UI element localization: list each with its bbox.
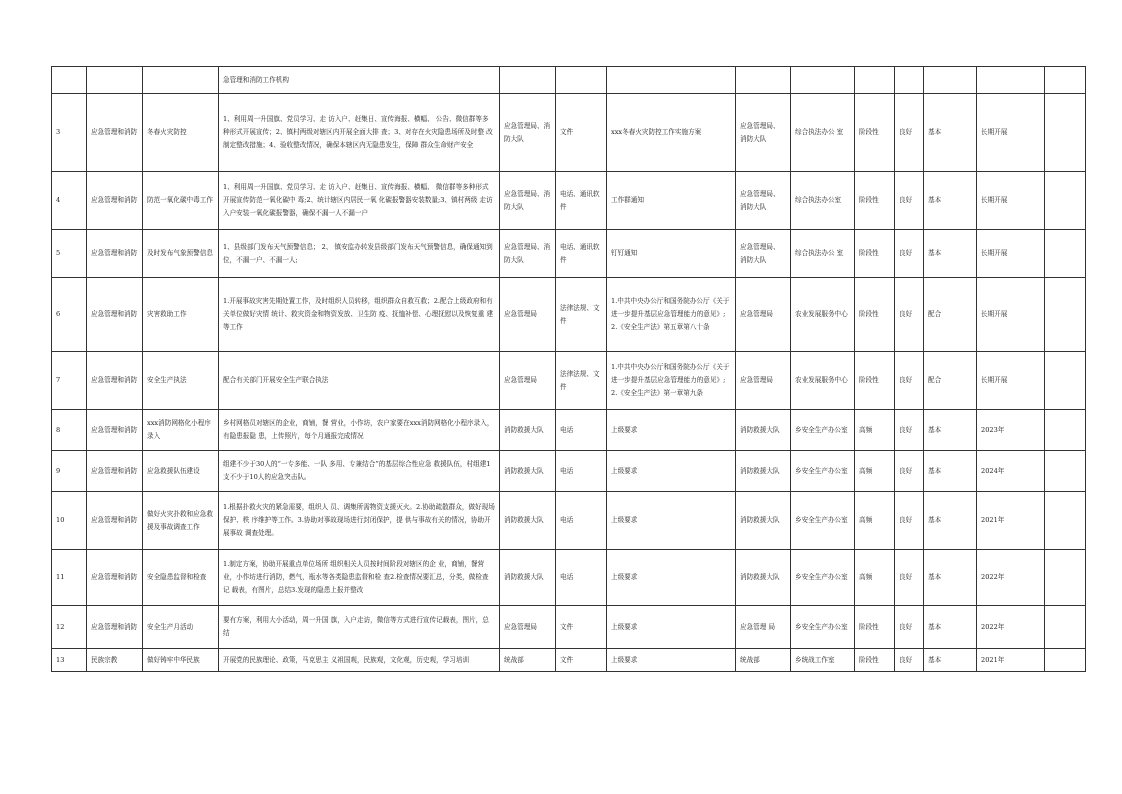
cell-deadline — [977, 67, 1045, 94]
cell-no: 4 — [52, 172, 87, 230]
cell-deadline: 2021年 — [977, 649, 1045, 672]
cell-unit: 消防救援大队 — [736, 410, 791, 451]
table-row — [52, 410, 1086, 451]
cell-unit: 消防救援大队 — [736, 492, 791, 550]
cell-status: 良好 — [895, 230, 924, 278]
cell-level: 配合 — [924, 278, 977, 352]
cell-basis: 上级要求 — [607, 451, 736, 492]
cell-field: 应急管理和消防 — [87, 172, 143, 230]
cell-type — [556, 67, 607, 94]
cell-no: 11 — [52, 550, 87, 606]
cell-content: 1、利用周一升国旗、党员学习、走 访入户、赶集日、宣传海报、横幅、 公告、微信群等多种形式开展宣传；2、镇村两级对辖区内开展全面大排 查；3、对存在火灾隐患场所及时整 改制定整改措施；4、验收整改情况，确保本辖区内无隐患发生，保障 群众生命财产安全 — [219, 94, 500, 172]
cell-note — [1045, 94, 1086, 172]
cell-item: 安全隐患监督和检查 — [143, 550, 219, 606]
cell-note — [1045, 172, 1086, 230]
cell-freq: 阶段性 — [855, 649, 895, 672]
cell-status: 良好 — [895, 451, 924, 492]
cell-item: 做好火灾扑救和应急救援及事故调查工作 — [143, 492, 219, 550]
cell-field: 应急管理和消防 — [87, 410, 143, 451]
cell-no: 7 — [52, 352, 87, 410]
cell-dept: 应急管理局、消防大队 — [500, 230, 556, 278]
cell-status: 良好 — [895, 352, 924, 410]
cell-level: 基本 — [924, 172, 977, 230]
cell-type: 文件 — [556, 94, 607, 172]
table-body — [52, 67, 1086, 672]
cell-deadline: 2023年 — [977, 410, 1045, 451]
cell-note — [1045, 606, 1086, 649]
cell-basis: 钉钉通知 — [607, 230, 736, 278]
cell-level — [924, 67, 977, 94]
cell-office: 乡安全生产办公室 — [791, 410, 855, 451]
cell-office: 乡安全生产办公室 — [791, 492, 855, 550]
cell-field: 应急管理和消防 — [87, 451, 143, 492]
cell-freq: 阶段性 — [855, 352, 895, 410]
cell-freq: 阶段性 — [855, 94, 895, 172]
cell-deadline: 长期开展 — [977, 278, 1045, 352]
cell-deadline: 2024年 — [977, 451, 1045, 492]
cell-content: 组建不少于30人的“一专多能、一队 多用、专兼结合”的基层综合性应急 救援队伍，村组建1支不少于10人的应急突击队。 — [219, 451, 500, 492]
cell-dept: 应急管理局 — [500, 352, 556, 410]
task-list-table — [51, 66, 1086, 672]
cell-item: 及时发布气象预警信息 — [143, 230, 219, 278]
cell-content: 1.开展事故灾害先期处置工作，及时组织人员转移，组织群众自救互救；2.配合上级政府和有关单位做好灾情 统计、救灾资金和物资发放、卫生防 疫、抚恤补偿、心理抚慰以及恢复重 建等工作 — [219, 278, 500, 352]
cell-office: 乡安全生产办公室 — [791, 451, 855, 492]
cell-field: 应急管理和消防 — [87, 606, 143, 649]
cell-type: 法律法规、文件 — [556, 278, 607, 352]
table-row — [52, 606, 1086, 649]
cell-freq: 高频 — [855, 492, 895, 550]
cell-field — [87, 67, 143, 94]
cell-field: 应急管理和消防 — [87, 278, 143, 352]
cell-unit: 消防救援大队 — [736, 451, 791, 492]
cell-office: 乡安全生产办公室 — [791, 550, 855, 606]
cell-unit: 统战部 — [736, 649, 791, 672]
cell-office: 综合执法办公室 — [791, 172, 855, 230]
cell-note — [1045, 352, 1086, 410]
cell-no: 6 — [52, 278, 87, 352]
cell-content: 开展党的民族理论、政策，马克思主 义祖国观，民族观，文化观，历史观，学习培训 — [219, 649, 500, 672]
cell-type: 法律法规、文件 — [556, 352, 607, 410]
cell-status: 良好 — [895, 550, 924, 606]
cell-type: 电话 — [556, 550, 607, 606]
cell-office: 乡统战工作室 — [791, 649, 855, 672]
cell-level: 配合 — [924, 352, 977, 410]
cell-note — [1045, 410, 1086, 451]
cell-deadline: 长期开展 — [977, 352, 1045, 410]
cell-unit — [736, 67, 791, 94]
cell-basis: 上级要求 — [607, 492, 736, 550]
cell-status: 良好 — [895, 606, 924, 649]
cell-status: 良好 — [895, 492, 924, 550]
cell-unit: 应急管理局、消防大队 — [736, 94, 791, 172]
cell-dept: 消防救援大队 — [500, 451, 556, 492]
cell-basis: 1.中共中央办公厅和国务院办公厅《关于进一步提升基层应急管理能力的意见》;2.《安全生产法》第五章第八十条 — [607, 278, 736, 352]
cell-office: 综合执法办公 室 — [791, 94, 855, 172]
cell-level: 基本 — [924, 606, 977, 649]
cell-content: 急管理和消防工作机构 — [219, 67, 500, 94]
cell-dept: 消防救援大队 — [500, 410, 556, 451]
cell-basis: 上级要求 — [607, 606, 736, 649]
table-row — [52, 451, 1086, 492]
cell-item: 做好铸牢中华民族 — [143, 649, 219, 672]
cell-note — [1045, 451, 1086, 492]
cell-type: 文件 — [556, 649, 607, 672]
table-row — [52, 492, 1086, 550]
cell-content: 1、利用周一升国旗、党员学习、走 访入户、赶集日、宣传海报、横幅、 微信群等多种形式开展宣传防范一氧化碳中 毒;2、统计辖区内居民一氧 化碳报警器安装数量;3、镇村两级 走访入户安装一氧化碳报警器，确保不漏一人不漏一户 — [219, 172, 500, 230]
cell-unit: 应急管理局、消防大队 — [736, 230, 791, 278]
cell-item: 应急救援队伍建设 — [143, 451, 219, 492]
cell-type: 电话、通讯软件 — [556, 230, 607, 278]
cell-status: 良好 — [895, 278, 924, 352]
cell-no — [52, 67, 87, 94]
cell-no: 8 — [52, 410, 87, 451]
cell-basis: 工作群通知 — [607, 172, 736, 230]
table-row — [52, 352, 1086, 410]
cell-note — [1045, 550, 1086, 606]
table-row — [52, 172, 1086, 230]
cell-item: 安全生产月活动 — [143, 606, 219, 649]
cell-level: 基本 — [924, 94, 977, 172]
cell-unit: 应急管理局 — [736, 352, 791, 410]
cell-item: 灾害救助工作 — [143, 278, 219, 352]
cell-level: 基本 — [924, 550, 977, 606]
table-row — [52, 94, 1086, 172]
cell-content: 乡村网格员对辖区的企业，商铺，餐 营业，小作坊，农户家要在xxx消防网格化小程序录入， 有隐患报隐 患，上传照片，每个月通报完成情况 — [219, 410, 500, 451]
cell-status: 良好 — [895, 410, 924, 451]
cell-freq: 阶段性 — [855, 230, 895, 278]
cell-freq: 阶段性 — [855, 606, 895, 649]
cell-note — [1045, 230, 1086, 278]
cell-freq: 高频 — [855, 451, 895, 492]
cell-content: 配合有关部门开展安全生产联合执法 — [219, 352, 500, 410]
cell-content: 1、县级部门发布天气预警信息； 2、 镇安监办转发县级部门发布天气预警信息，确保通知到位，不漏一户、不漏一人; — [219, 230, 500, 278]
cell-freq: 高频 — [855, 550, 895, 606]
cell-field: 应急管理和消防 — [87, 550, 143, 606]
cell-item: 安全生产执法 — [143, 352, 219, 410]
cell-deadline: 长期开展 — [977, 94, 1045, 172]
cell-status: 良好 — [895, 172, 924, 230]
cell-no: 12 — [52, 606, 87, 649]
cell-freq: 阶段性 — [855, 278, 895, 352]
cell-deadline: 长期开展 — [977, 172, 1045, 230]
cell-field: 应急管理和消防 — [87, 492, 143, 550]
cell-dept: 统战部 — [500, 649, 556, 672]
cell-basis: xxx冬春火灾防控工作实施方案 — [607, 94, 736, 172]
cell-field: 应急管理和消防 — [87, 94, 143, 172]
cell-freq: 阶段性 — [855, 172, 895, 230]
cell-freq — [855, 67, 895, 94]
cell-dept: 消防救援大队 — [500, 550, 556, 606]
cell-dept: 应急管理局、消防大队 — [500, 94, 556, 172]
cell-type: 文件 — [556, 606, 607, 649]
cell-deadline: 长期开展 — [977, 230, 1045, 278]
cell-type: 电话 — [556, 451, 607, 492]
cell-level: 基本 — [924, 410, 977, 451]
cell-note — [1045, 492, 1086, 550]
cell-type: 电话 — [556, 492, 607, 550]
cell-note — [1045, 67, 1086, 94]
cell-note — [1045, 278, 1086, 352]
cell-dept: 消防救援大队 — [500, 492, 556, 550]
cell-item: 冬春火灾防控 — [143, 94, 219, 172]
cell-type: 电话 — [556, 410, 607, 451]
cell-status — [895, 67, 924, 94]
cell-field: 应急管理和消防 — [87, 230, 143, 278]
cell-field: 应急管理和消防 — [87, 352, 143, 410]
cell-office: 农业发展服务中心 — [791, 278, 855, 352]
cell-office: 综合执法办公 室 — [791, 230, 855, 278]
cell-deadline: 2022年 — [977, 606, 1045, 649]
cell-basis: 1.中共中央办公厅和国务院办公厅《关于进一步提升基层应急管理能力的意见》;2.《安全生产法》第一章第九条 — [607, 352, 736, 410]
cell-unit: 应急管理局、消防大队 — [736, 172, 791, 230]
cell-item: 防范一氧化碳中毒工作 — [143, 172, 219, 230]
cell-basis — [607, 67, 736, 94]
cell-basis: 上级要求 — [607, 410, 736, 451]
cell-unit: 消防救援大队 — [736, 550, 791, 606]
cell-basis: 上级要求 — [607, 550, 736, 606]
cell-level: 基本 — [924, 492, 977, 550]
cell-no: 5 — [52, 230, 87, 278]
cell-dept: 应急管理局、消防大队 — [500, 172, 556, 230]
cell-unit: 应急管理局 — [736, 278, 791, 352]
cell-unit: 应急管理 局 — [736, 606, 791, 649]
cell-basis: 上级要求 — [607, 649, 736, 672]
cell-no: 10 — [52, 492, 87, 550]
cell-item — [143, 67, 219, 94]
cell-level: 基本 — [924, 649, 977, 672]
table-row — [52, 230, 1086, 278]
cell-level: 基本 — [924, 230, 977, 278]
cell-note — [1045, 649, 1086, 672]
cell-deadline: 2021年 — [977, 492, 1045, 550]
cell-office: 农业发展服务中心 — [791, 352, 855, 410]
table-row — [52, 550, 1086, 606]
table-row — [52, 278, 1086, 352]
table-row — [52, 649, 1086, 672]
table-row — [52, 67, 1086, 94]
cell-content: 1.制定方案，协助开展重点单位场所 组织相关人员按时间阶段对辖区的企 业，商铺，餐营业，小作坊进行消防，燃气，瓶水等各类隐患监督和检 查2.检查情况要汇总，分类，做检查记 载表，有图片，总结3.发现的隐患上报并整改 — [219, 550, 500, 606]
cell-office: 乡安全生产办公室 — [791, 606, 855, 649]
cell-item: xxx消防网格化小程序录入 — [143, 410, 219, 451]
cell-dept: 应急管理局 — [500, 278, 556, 352]
cell-status: 良好 — [895, 94, 924, 172]
cell-content: 要有方案，利用大小活动，周一升国 旗，入户走访，微信等方式进行宣传记载表，图片，总结 — [219, 606, 500, 649]
cell-content: 1.根据扑救火灾的紧急需要，组织人 员、调集所需物资支援灭火。2.协助疏散群众，做好现场保护、秩 序维护等工作。3.协助对事故现场进行封闭保护，提 供与事故有关的情况，协助开展事故 调查处理。 — [219, 492, 500, 550]
cell-field: 民族宗教 — [87, 649, 143, 672]
cell-office — [791, 67, 855, 94]
cell-type: 电话、通讯软件 — [556, 172, 607, 230]
cell-status: 良好 — [895, 649, 924, 672]
cell-dept — [500, 67, 556, 94]
cell-freq: 高频 — [855, 410, 895, 451]
cell-dept: 应急管理局 — [500, 606, 556, 649]
cell-no: 3 — [52, 94, 87, 172]
cell-level: 基本 — [924, 451, 977, 492]
cell-no: 13 — [52, 649, 87, 672]
cell-deadline: 2022年 — [977, 550, 1045, 606]
cell-no: 9 — [52, 451, 87, 492]
